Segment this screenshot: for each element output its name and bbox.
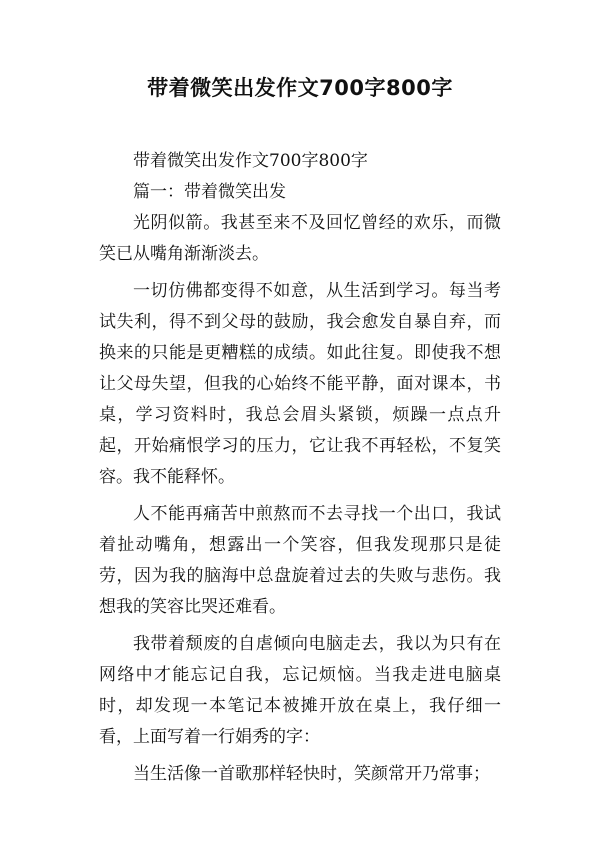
paragraph: 当生活像一首歌那样轻快时，笑颜常开乃常事； bbox=[133, 764, 490, 784]
subtitle-line: 带着微笑出发作文700字800字 bbox=[133, 151, 368, 171]
section-heading: 篇一：带着微笑出发 bbox=[133, 182, 286, 202]
document-title: 带着微笑出发作文700字800字 bbox=[147, 76, 453, 100]
paragraph: 一切仿佛都变得不如意，从生活到学习。每当考试失利，得不到父母的鼓励，我会愈发自暴自弃，而换来的只能是更糟糕的成绩。如此往复。即使我不想让父母失望，但我的心始终不能平静，面对课本，书桌，学习资料时，我总会眉头紧锁，烦躁一点点升起，开始痛恨学习的压力，它让我不再轻松，不复笑容。我不能释怀。 bbox=[99, 281, 501, 487]
paragraph: 人不能再痛苦中煎熬而不去寻找一个出口，我试着扯动嘴角，想露出一个笑容，但我发现那只是徒劳，因为我的脑海中总盘旋着过去的失败与悲伤。我想我的笑容比哭还难看。 bbox=[99, 504, 501, 617]
paragraph: 我带着颓废的自虐倾向电脑走去，我以为只有在网络中才能忘记自我，忘记烦恼。当我走进电脑桌时，却发现一本笔记本被摊开放在桌上，我仔细一看，上面写着一行娟秀的字： bbox=[99, 634, 501, 747]
document-body bbox=[99, 146, 501, 796]
paragraph: 光阴似箭。我甚至来不及回忆曾经的欢乐，而微笑已从嘴角渐渐淡去。 bbox=[99, 213, 501, 264]
